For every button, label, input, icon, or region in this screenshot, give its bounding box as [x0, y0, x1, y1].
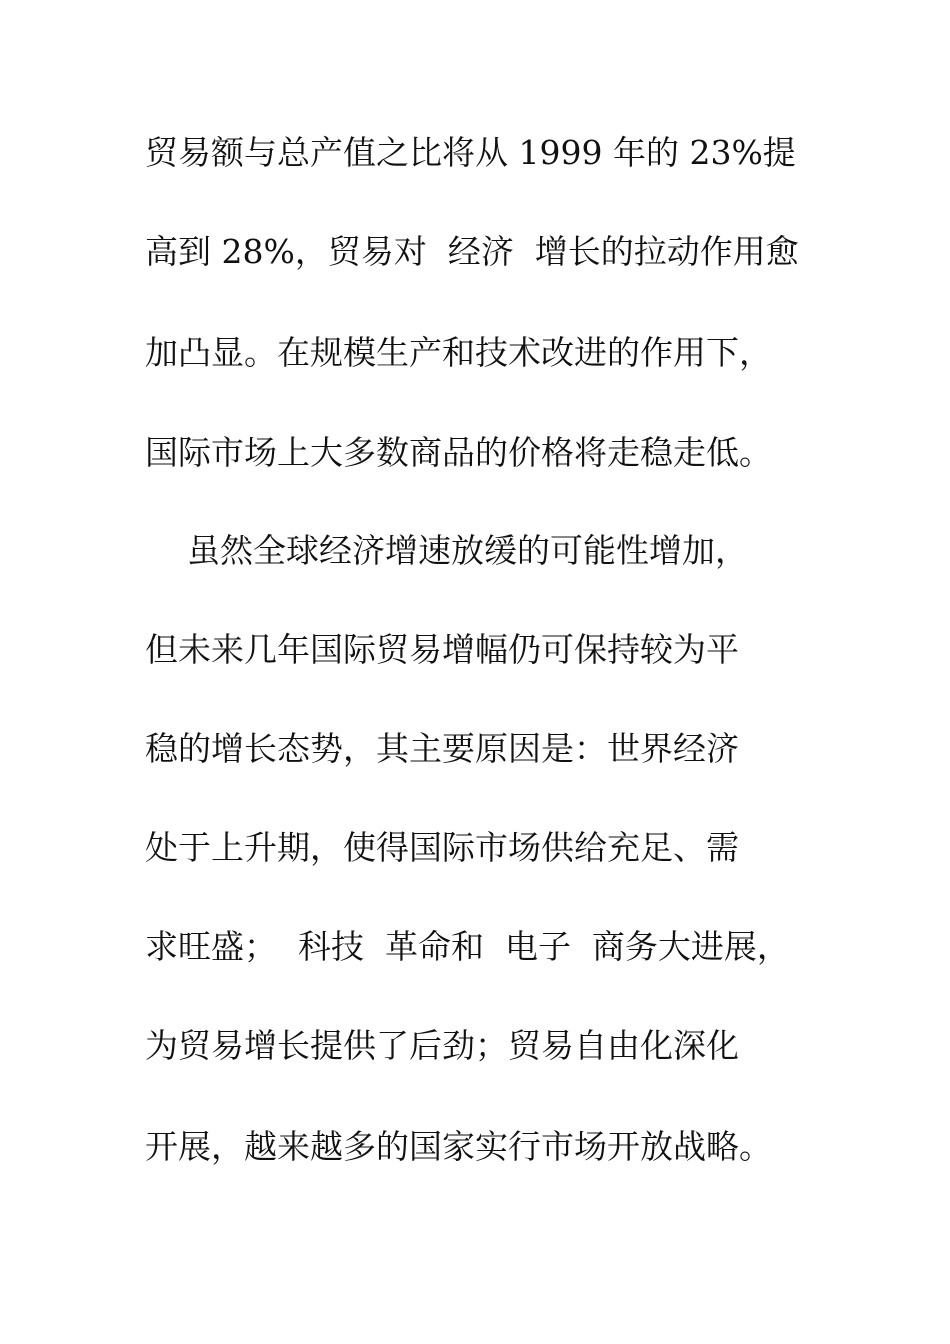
text-line: 处于上升期，使得国际市场供给充足、需 [145, 828, 739, 867]
text-line: 虽然全球经济增速放缓的可能性增加， [145, 531, 748, 570]
text-line: 开展，越来越多的国家实行市场开放战略。 [145, 1127, 772, 1166]
text-line: 为贸易增长提供了后劲；贸易自由化深化 [145, 1026, 739, 1065]
text-line: 但未来几年国际贸易增幅仍可保持较为平 [145, 630, 739, 669]
text-line: 国际市场上大多数商品的价格将走稳走低。 [145, 433, 772, 472]
text-line: 高到 28%，贸易对 经济 增长的拉动作用愈 [145, 232, 799, 271]
text-line: 稳的增长态势，其主要原因是：世界经济 [145, 729, 739, 768]
text-line: 加凸显。在规模生产和技术改进的作用下， [145, 333, 772, 372]
text-line: 贸易额与总产值之比将从 1999 年的 23%提 [145, 133, 796, 172]
text-line: 求旺盛； 科技 革命和 电子 商务大进展， [145, 927, 790, 966]
